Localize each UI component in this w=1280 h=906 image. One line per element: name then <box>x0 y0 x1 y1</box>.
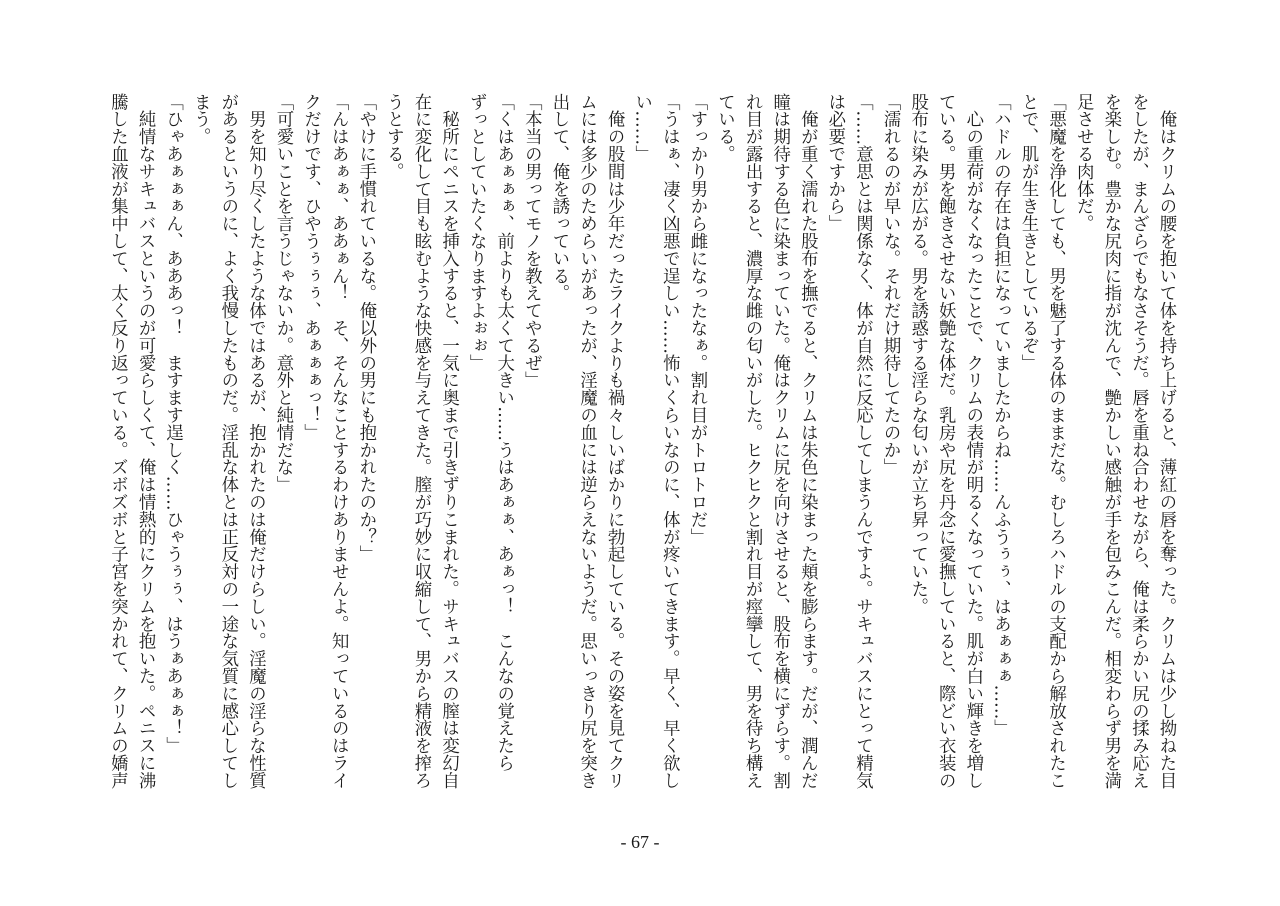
text-column: 「可愛いことを言うじゃないか。意外と純情だな」 <box>273 93 293 494</box>
text-column: クだけです、ひやうぅぅぅ、あぁぁぁっ！」 <box>300 93 321 441</box>
text-column: 男を知り尽くしたような体ではあるが、抱かれたのは俺だけらしい。淫魔の淫らな性質 <box>245 93 266 789</box>
text-column: 「……意思とは関係なく、体が自然に反応してしまうんですよ。サキュバスにとって精気 <box>852 93 873 789</box>
text-column: れ目が露出すると、濃厚な雌の匂いがした。ヒクヒクと割れ目が痙攣して、男を待ち構え <box>742 93 763 789</box>
text-column: 「濡れるのが早いな。それだけ期待してたのか」 <box>880 93 901 476</box>
text-column: 「くはあぁぁぁ、前よりも太くて大きい……うはあぁぁ、あぁっ！ こんなの覚えたら <box>493 93 514 772</box>
text-column: ずっとしていたくなりますよぉぉ」 <box>466 93 487 372</box>
text-column: とで、肌が生き生きとしているぞ」 <box>1018 93 1039 372</box>
text-column: 俺の股間は少年だったライクよりも禍々しいばかりに勃起している。その姿を見てクリ <box>604 93 625 789</box>
text-column: 足させる肉体だ。 <box>1073 93 1094 233</box>
text-column: 俺はクリムの腰を抱いて体を持ち上げると、薄紅の唇を奪った。クリムは少し拗ねた目 <box>1156 93 1176 789</box>
text-column: を楽しむ。豊かな尻肉に指が沈んで、艶かしい感触が手を包みこんだ。相変わらず男を満 <box>1100 93 1121 789</box>
text-column: 出して、俺を誘っている。 <box>548 93 569 302</box>
text-column: 「本当の男ってモノを教えてやるぜ」 <box>521 93 542 389</box>
text-column: 瞳は期待する色に染まっていた。俺はクリムに尻を向けさせると、股布を横にずらす。割 <box>769 93 790 789</box>
text-column: 股布に染みが広がる。男を誘惑する淫らな匂いが立ち昇っていた。 <box>907 93 928 615</box>
text-column: ている。 <box>714 93 735 163</box>
text-column: 俺が重く濡れた股布を撫でると、クリムは朱色に染まった頬を膨らます。だが、潤んだ <box>797 93 818 789</box>
text-column: があるというのに、よく我慢したものだ。淫乱な体とは正反対の一途な気質に感心してし <box>217 93 238 789</box>
text-column: まう。 <box>190 93 211 146</box>
vertical-text-body <box>103 93 1179 805</box>
text-column: は必要ですから」 <box>824 93 845 233</box>
text-column: 「うはぁ、凄く凶悪で逞しい……怖いくらいなのに、体が疼いてきます。早く、早く欲し <box>659 93 680 789</box>
text-column: ている。男を飽きさせない妖艶な体だ。乳房や尻を丹念に愛撫していると、際どい衣装の <box>935 93 956 789</box>
text-column: 「悪魔を浄化しても、男を魅了する体のままだな。むしろハドルの支配から解放されたこ <box>1045 93 1066 789</box>
text-column: 「やけに手慣れているな。俺以外の男にも抱かれたのか？」 <box>355 93 376 563</box>
text-column: 「んはあぁぁ、ああぁん！ そ、そんなことするわけありませんよ。知っているのはライ <box>328 93 349 789</box>
page-number: - 67 - <box>620 832 660 852</box>
text-column: 「すっかり男から雌になったなぁ。割れ目がトロトロだ」 <box>686 93 707 546</box>
text-column: 心の重荷がなくなったことで、クリムの表情が明るくなっていた。肌が白い輝きを増し <box>962 93 983 789</box>
text-column: ムには多少のためらいがあったが、淫魔の血には逆らえないようだ。思いっきり尻を突き <box>576 93 597 789</box>
text-column: 騰した血液が集中して、太く反り返っている。ズボズボと子宮を突かれて、クリムの嬌声 <box>107 93 128 789</box>
text-column: 「ひゃあぁぁぁん、あああっ！ ますます逞しく……ひゃうぅぅ、はうぁあぁぁ！」 <box>162 93 183 755</box>
text-column: 秘所にペニスを挿入すると、一気に奥まで引きずりこまれた。サキュバスの膣は変幻自 <box>438 93 459 789</box>
text-column: 在に変化して目も眩むような快感を与えてきた。膣が巧妙に収縮して、男から精液を搾ろ <box>410 93 431 789</box>
text-column: 純情なサキュバスというのが可愛らしくて、俺は情熱的にクリムを抱いた。ペニスに沸 <box>135 93 156 789</box>
text-column: 「ハドルの存在は負担になっていましたからね……んふうぅぅ、はあぁぁぁ……」 <box>990 93 1011 737</box>
text-column: をしたが、まんざらでもなさそうだ。唇を重ね合わせながら、俺は柔らかい尻の揉み応え <box>1128 93 1149 789</box>
text-column: うとする。 <box>383 93 404 180</box>
text-column: い……」 <box>631 93 652 163</box>
